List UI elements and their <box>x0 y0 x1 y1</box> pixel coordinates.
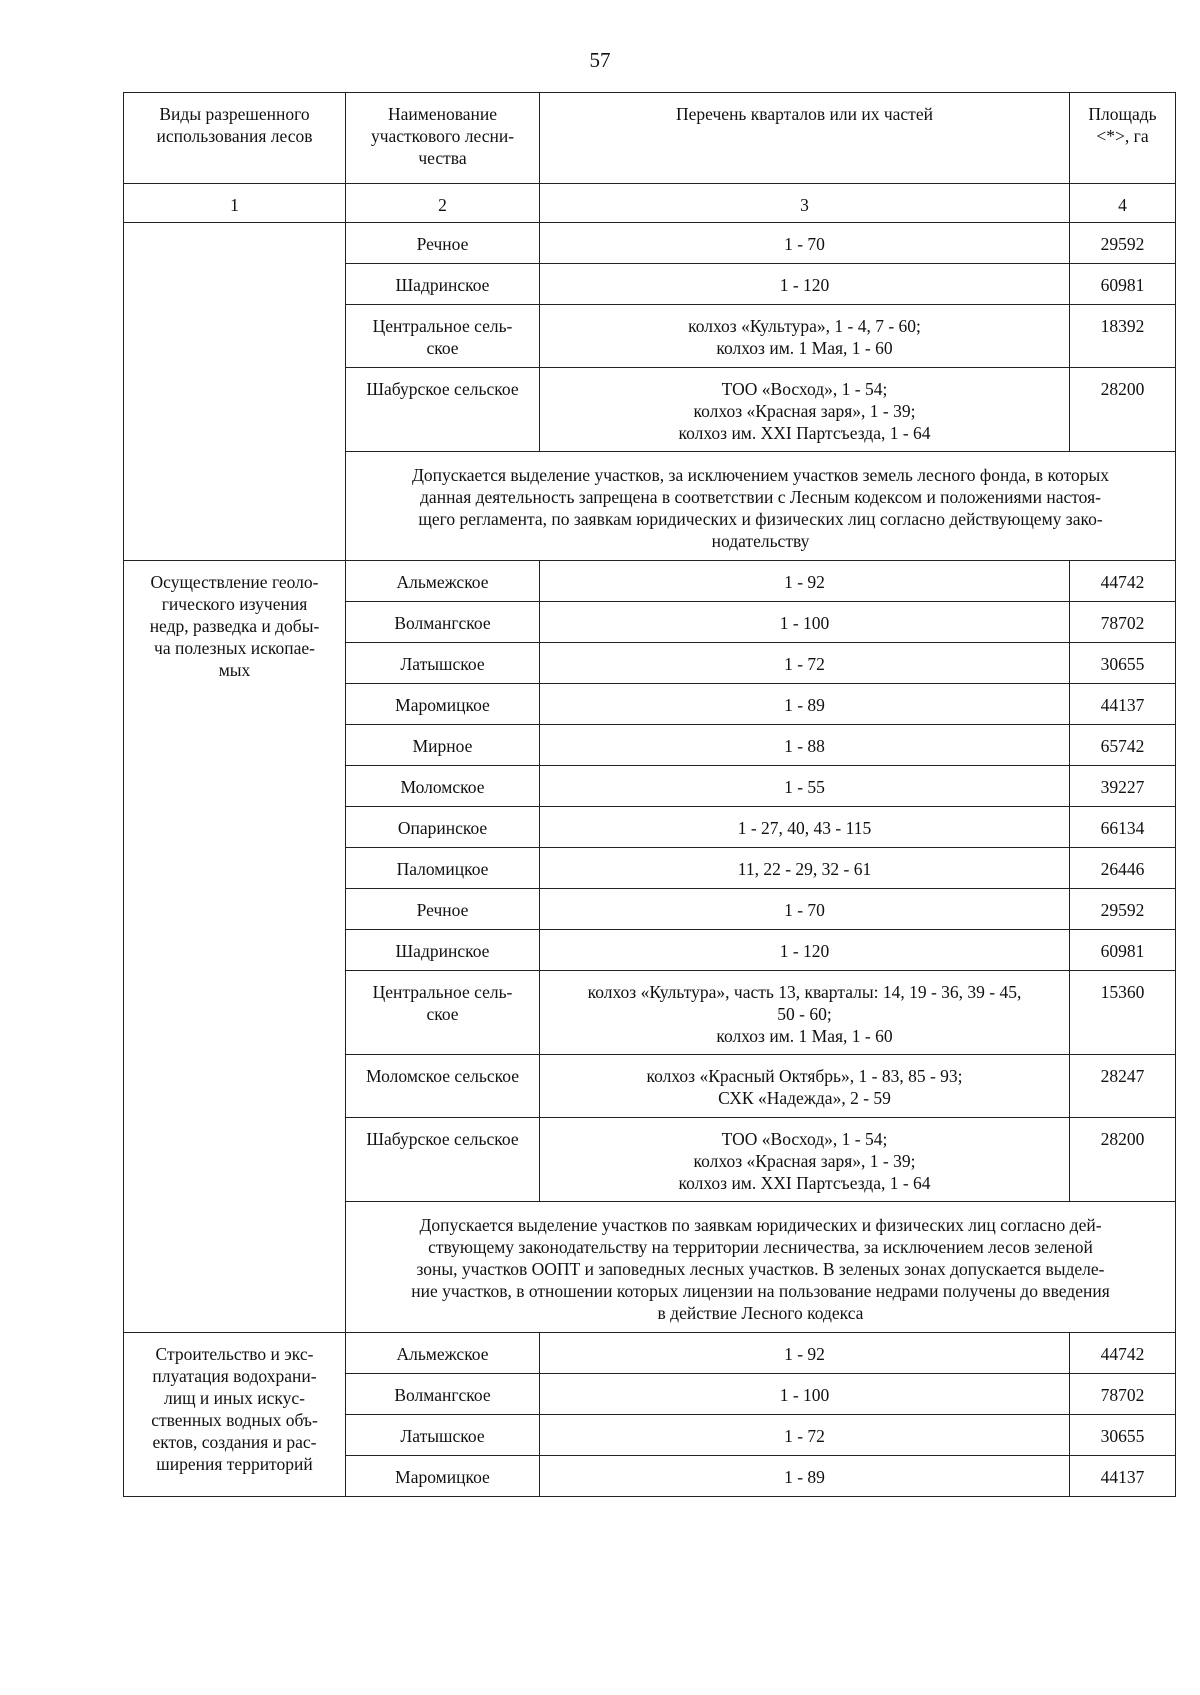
forestry-name-cell <box>346 889 540 930</box>
area-cell: 29592 <box>1070 889 1176 930</box>
quarters-cell <box>540 807 1070 848</box>
forestry-name: Центральное сель- <box>372 316 513 336</box>
quarters-text: 1 - 92 <box>784 1344 825 1364</box>
quarters-cell <box>540 1333 1070 1374</box>
forestry-name: Маромицкое <box>395 695 490 715</box>
table-row <box>124 561 1176 602</box>
forestry-name-cell <box>346 766 540 807</box>
header-text: чества <box>418 148 467 168</box>
forestry-name: Шабурское сельское <box>366 379 519 399</box>
forestry-name-cell <box>346 1415 540 1456</box>
note-text: ние участков, в отношении которых лицензии на пользование недрами получены до введения <box>411 1281 1110 1301</box>
use-kind-text: ча полезных ископае- <box>154 638 315 658</box>
header-text: Наименование <box>387 104 498 124</box>
note-text: данная деятельность запрещена в соответствии с Лесным кодексом и положениями настоя- <box>420 487 1101 507</box>
area-cell: 65742 <box>1070 725 1176 766</box>
forestry-name-cell <box>346 264 540 305</box>
forestry-name: Шабурское сельское <box>366 1129 519 1149</box>
forestry-name: Шадринское <box>395 941 490 961</box>
quarters-text: СХК «Надежда», 2 - 59 <box>718 1088 891 1108</box>
quarters-cell <box>540 766 1070 807</box>
page-number: 57 <box>589 48 611 72</box>
use-kind-text: ширения территорий <box>156 1454 313 1474</box>
area-cell: 15360 <box>1070 971 1176 1055</box>
use-kind-text: Осуществление геоло- <box>150 572 319 592</box>
header-text: <*>, га <box>1096 126 1149 146</box>
quarters-text: 1 - 72 <box>784 1426 825 1446</box>
header-cell-area <box>1070 93 1176 184</box>
use-kind-text: Строительство и экс- <box>155 1344 314 1364</box>
area-cell: 60981 <box>1070 264 1176 305</box>
forestry-name-cell <box>346 368 540 452</box>
area-cell: 44137 <box>1070 684 1176 725</box>
quarters-text: колхоз «Красная заря», 1 - 39; <box>693 401 916 421</box>
use-kind-text: плуатация водохрани- <box>152 1366 317 1386</box>
quarters-text: 1 - 89 <box>784 695 825 715</box>
forestry-name: ское <box>426 338 459 358</box>
quarters-text: 1 - 100 <box>779 613 830 633</box>
header-text: Перечень кварталов или их частей <box>676 104 933 124</box>
quarters-text: 1 - 120 <box>779 941 830 961</box>
area-cell: 39227 <box>1070 766 1176 807</box>
forestry-name-cell <box>346 725 540 766</box>
use-kind-cell <box>124 1333 346 1497</box>
forestry-name: Центральное сель- <box>372 982 513 1002</box>
use-kind-text: лищ и иных искус- <box>163 1388 306 1408</box>
forestry-name: Альмежское <box>396 1344 489 1364</box>
quarters-text: 1 - 88 <box>784 736 825 756</box>
quarters-cell <box>540 264 1070 305</box>
quarters-cell <box>540 368 1070 452</box>
forestry-name: Речное <box>416 234 469 254</box>
use-kind-text: гического изучения <box>161 594 308 614</box>
use-kind-text: ектов, создания и рас- <box>152 1432 317 1452</box>
quarters-cell <box>540 602 1070 643</box>
header-cell-quarters <box>540 93 1070 184</box>
forestry-name: Моломское <box>400 777 485 797</box>
area-cell: 28247 <box>1070 1055 1176 1118</box>
quarters-text: колхоз им. XXI Партсъезда, 1 - 64 <box>678 1173 931 1193</box>
quarters-cell <box>540 305 1070 368</box>
column-number: 1 <box>124 184 346 223</box>
quarters-text: 1 - 55 <box>784 777 825 797</box>
note-text: нодательству <box>711 531 810 551</box>
area-cell: 60981 <box>1070 930 1176 971</box>
forestry-name: Маромицкое <box>395 1467 490 1487</box>
quarters-cell <box>540 1374 1070 1415</box>
use-kind-text: мых <box>218 660 251 680</box>
quarters-cell <box>540 684 1070 725</box>
column-number: 4 <box>1070 184 1176 223</box>
quarters-cell <box>540 1456 1070 1497</box>
area-cell: 18392 <box>1070 305 1176 368</box>
header-text: использования лесов <box>156 126 313 146</box>
quarters-text: колхоз «Культура», часть 13, кварталы: 14, 19 - 36, 39 - 45, <box>587 982 1022 1002</box>
column-number: 3 <box>540 184 1070 223</box>
header-text: участкового лесни- <box>370 126 515 146</box>
area-cell: 66134 <box>1070 807 1176 848</box>
note-text: Допускается выделение участков, за исключением участков земель лесного фонда, в которых <box>411 465 1110 485</box>
note-text: ствующему законодательству на территории лесничества, за исключением лесов зеленой <box>428 1237 1093 1257</box>
quarters-text: 50 - 60; <box>777 1004 832 1024</box>
forestry-name-cell <box>346 1374 540 1415</box>
quarters-cell <box>540 1118 1070 1202</box>
quarters-cell <box>540 848 1070 889</box>
forestry-name-cell <box>346 930 540 971</box>
forestry-name: Паломицкое <box>396 859 489 879</box>
quarters-cell <box>540 561 1070 602</box>
quarters-text: 11, 22 - 29, 32 - 61 <box>737 859 872 879</box>
forestry-name-cell <box>346 561 540 602</box>
quarters-text: колхоз «Культура», 1 - 4, 7 - 60; <box>688 316 921 336</box>
quarters-text: 1 - 89 <box>784 1467 825 1487</box>
header-text: Виды разрешенного <box>159 104 310 124</box>
area-cell: 28200 <box>1070 1118 1176 1202</box>
quarters-cell <box>540 971 1070 1055</box>
quarters-text: 1 - 27, 40, 43 - 115 <box>737 818 872 838</box>
quarters-text: 1 - 100 <box>779 1385 830 1405</box>
quarters-cell <box>540 889 1070 930</box>
forestry-name: Латышское <box>400 654 485 674</box>
forestry-name-cell <box>346 684 540 725</box>
area-cell: 26446 <box>1070 848 1176 889</box>
forestry-name: Латышское <box>400 1426 485 1446</box>
forestry-name-cell <box>346 848 540 889</box>
column-number: 2 <box>346 184 540 223</box>
quarters-text: колхоз им. XXI Партсъезда, 1 - 64 <box>678 423 931 443</box>
area-cell: 30655 <box>1070 643 1176 684</box>
forestry-name-cell <box>346 602 540 643</box>
area-cell: 78702 <box>1070 1374 1176 1415</box>
quarters-text: ТОО «Восход», 1 - 54; <box>721 379 888 399</box>
quarters-text: ТОО «Восход», 1 - 54; <box>721 1129 888 1149</box>
area-cell: 44742 <box>1070 1333 1176 1374</box>
forestry-name-cell <box>346 305 540 368</box>
note-cell <box>346 452 1176 561</box>
area-cell: 78702 <box>1070 602 1176 643</box>
use-kind-text: ственных водных объ- <box>151 1410 318 1430</box>
header-cell-use-kind <box>124 93 346 184</box>
forestry-name: Опаринское <box>397 818 488 838</box>
forestry-name: Волмангское <box>394 1385 491 1405</box>
quarters-cell <box>540 930 1070 971</box>
header-cell-forestry-name <box>346 93 540 184</box>
quarters-cell <box>540 223 1070 264</box>
forestry-name: Мирное <box>412 736 473 756</box>
forestry-name-cell <box>346 1333 540 1374</box>
note-text: в действие Лесного кодекса <box>657 1303 864 1323</box>
use-kind-cell <box>124 223 346 561</box>
note-text: Допускается выделение участков по заявкам юридических и физических лиц согласно дей- <box>419 1215 1102 1235</box>
forestry-name: ское <box>426 1004 459 1024</box>
forestry-name-cell <box>346 223 540 264</box>
header-text: Площадь <box>1088 104 1157 124</box>
column-number-row <box>124 184 1176 223</box>
forestry-name-cell <box>346 971 540 1055</box>
area-cell: 44137 <box>1070 1456 1176 1497</box>
area-cell: 44742 <box>1070 561 1176 602</box>
quarters-text: колхоз им. 1 Мая, 1 - 60 <box>716 1026 893 1046</box>
forestry-name: Шадринское <box>395 275 490 295</box>
forestry-name-cell <box>346 1118 540 1202</box>
forestry-name-cell <box>346 1055 540 1118</box>
quarters-cell <box>540 725 1070 766</box>
quarters-text: колхоз «Красная заря», 1 - 39; <box>693 1151 916 1171</box>
quarters-text: 1 - 92 <box>784 572 825 592</box>
quarters-text: колхоз «Красный Октябрь», 1 - 83, 85 - 93; <box>646 1066 963 1086</box>
note-text: щего регламента, по заявкам юридических и физических лиц согласно действующему зако- <box>418 509 1103 529</box>
use-kind-cell <box>124 561 346 1333</box>
quarters-cell <box>540 1415 1070 1456</box>
quarters-text: 1 - 72 <box>784 654 825 674</box>
forestry-name: Альмежское <box>396 572 489 592</box>
forestry-name-cell <box>346 1456 540 1497</box>
table-row <box>124 1333 1176 1374</box>
forestry-name-cell <box>346 807 540 848</box>
quarters-text: колхоз им. 1 Мая, 1 - 60 <box>716 338 893 358</box>
use-kind-text: недр, разведка и добы- <box>149 616 320 636</box>
area-cell: 28200 <box>1070 368 1176 452</box>
area-cell: 29592 <box>1070 223 1176 264</box>
area-cell: 30655 <box>1070 1415 1176 1456</box>
quarters-text: 1 - 120 <box>779 275 830 295</box>
table-row <box>124 223 1176 264</box>
note-text: зоны, участков ООПТ и заповедных лесных участков. В зеленых зонах допускается выделе- <box>416 1259 1105 1279</box>
quarters-cell <box>540 643 1070 684</box>
forestry-name: Речное <box>416 900 469 920</box>
quarters-text: 1 - 70 <box>784 900 825 920</box>
quarters-cell <box>540 1055 1070 1118</box>
note-cell <box>346 1202 1176 1333</box>
table-body <box>124 93 1176 1497</box>
forest-use-table <box>123 92 1176 1497</box>
quarters-text: 1 - 70 <box>784 234 825 254</box>
forestry-name: Волмангское <box>394 613 491 633</box>
forestry-name: Моломское сельское <box>366 1066 519 1086</box>
header-row <box>124 93 1176 184</box>
forestry-name-cell <box>346 643 540 684</box>
